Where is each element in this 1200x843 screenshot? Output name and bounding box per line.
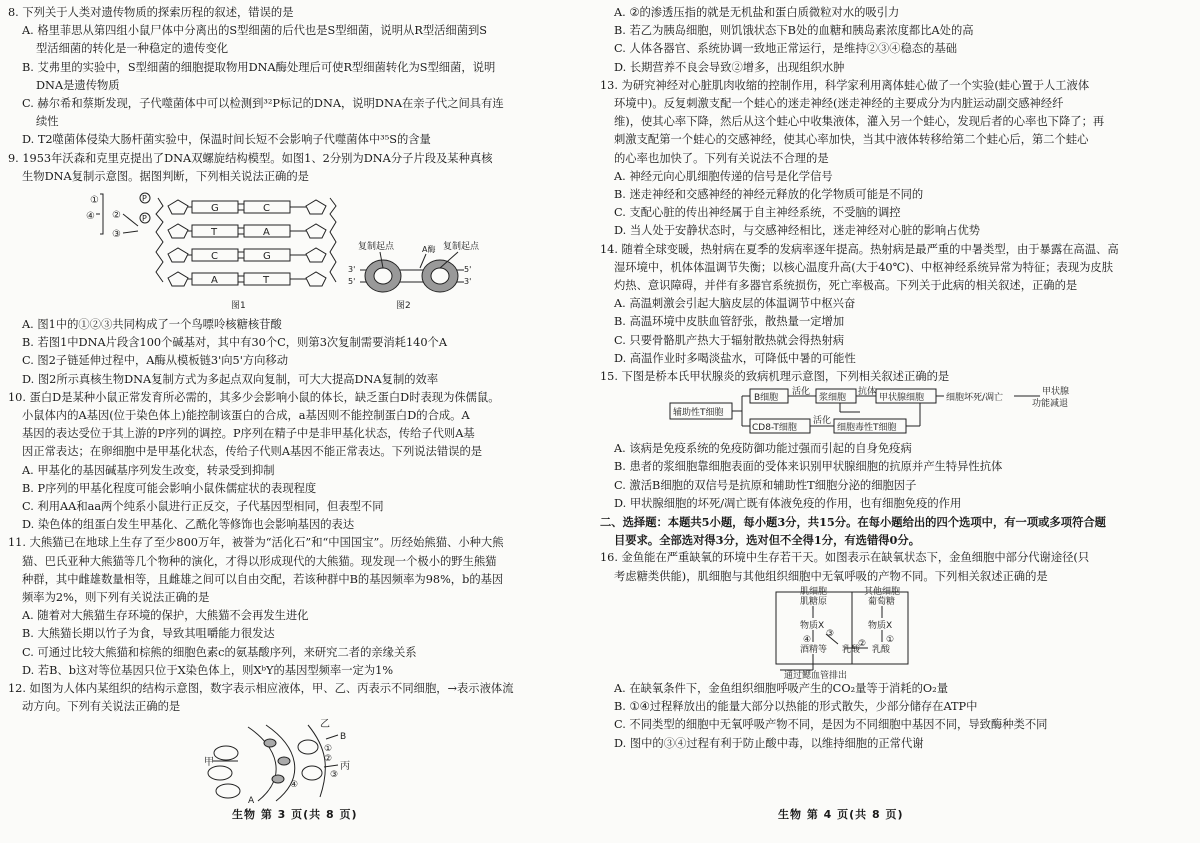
figure-2-caption: 图2	[396, 301, 411, 312]
option-a: A. 格里菲思从第四组小鼠尸体中分离出的S型细菌的后代也是S型细菌，说明从R型活细菌到S	[22, 24, 488, 38]
hashimoto-flowchart	[600, 386, 1192, 440]
question-13	[600, 77, 1192, 241]
question-stem: 12. 如图为人体内某组织的结构示意图，数字表示相应液体，甲、乙、丙表示不同细胞，→表示液体流	[8, 682, 514, 696]
muscle-cell-label: 肌细胞	[800, 586, 828, 597]
question-12	[8, 680, 586, 804]
base-right-4: T	[263, 275, 270, 287]
question-15	[600, 368, 1192, 513]
question-12-options	[600, 4, 1192, 77]
glucose-label: 葡萄糖	[868, 596, 896, 607]
fluid-4-label: ④	[290, 779, 299, 790]
question-16	[600, 549, 1192, 752]
base-left-3: C	[211, 251, 218, 263]
option-c: C. 可通过比较大熊猫和棕熊的细胞色素c的氨基酸序列，来研究二者的亲缘关系	[22, 645, 417, 659]
option-d: D. 甲状腺细胞的坏死/凋亡既有体液免疫的作用，也有细胞免疫的作用	[614, 496, 962, 510]
process-2-label: ②	[858, 638, 867, 649]
question-stem-cont: 因正常表达；在卵细胞中是甲基化状态，传给子代则A基因不能正常表达。下列说法错误的是	[22, 445, 483, 459]
figure-1-caption: 图1	[231, 301, 246, 312]
necrosis-label: 细胞坏死/凋亡	[946, 393, 1004, 404]
other-cell-label: 其他细胞	[864, 586, 901, 597]
option-b: B. ①④过程释放出的能量大部分以热能的形式散失，少部分储存在ATP中	[614, 700, 978, 714]
question-stem-cont: 湿环境中，机体体温调节失衡；以核心温度升高(大于40℃)、中枢神经系统异常为特征；表现为皮肤	[614, 260, 1114, 274]
right-page	[600, 0, 1192, 753]
page-footer-right: 生物 第 4 页(共 8 页)	[778, 808, 904, 821]
question-stem-cont: 维)，使其心率下降，然后从这个蛙心中收集液体，灌入另一个蛙心，发现后者的心率也下降了；再	[614, 115, 1105, 129]
point-b-label: B	[340, 731, 347, 742]
point-a-label: A	[248, 795, 255, 805]
question-stem: 10. 蛋白D是某种小鼠正常发育所必需的，其多少会影响小鼠的体长，缺乏蛋白D时表现为侏儒鼠。	[8, 390, 500, 404]
option-a: A. 图1中的①②③共同构成了一个鸟嘌呤核糖核苷酸	[22, 318, 282, 332]
tissue-figure	[8, 717, 568, 805]
option-a: A. ②的渗透压指的就是无机盐和蛋白质微粒对水的吸引力	[614, 6, 900, 19]
figure-2-replication	[348, 240, 480, 311]
question-stem-cont: 基因的表达受位于其上游的P序列的调控。P序列在精子中是非甲基化状态，传给子代则A基	[22, 427, 475, 441]
end-5-right: 5'	[464, 265, 472, 275]
option-c: C. 激活B细胞的双信号是抗原和辅助性T细胞分泌的细胞因子	[614, 478, 917, 492]
option-d: D. 高温作业时多喝淡盐水，可降低中暑的可能性	[614, 351, 856, 365]
origin-left-label: 复制起点	[358, 242, 395, 253]
process-3-label: ③	[826, 628, 835, 639]
option-a: A. 甲基化的基因碱基序列发生改变，转录受到抑制	[22, 463, 275, 477]
option-a-cont: 型活细菌的转化是一种稳定的遗传变化	[36, 42, 229, 56]
option-a: A. 神经元向心肌细胞传递的信号是化学信号	[614, 169, 833, 183]
question-11	[8, 534, 586, 680]
option-d: D. 若B、b这对等位基因只位于X染色体上，则XᵇY的基因型频率一定为1%	[22, 663, 394, 677]
process-1-label: ①	[886, 634, 895, 645]
option-d: D. 当人处于安静状态时，与交感神经相比，迷走神经对心脏的影响占优势	[614, 224, 981, 238]
label-3: ③	[112, 229, 121, 241]
cell-jia-label: 甲	[204, 756, 214, 768]
option-b: B. 大熊猫长期以竹子为食，导致其咀嚼能力很发达	[22, 627, 275, 641]
b-cell: B细胞	[754, 393, 779, 404]
option-b: B. 迷走神经和交感神经的神经元释放的化学物质可能是不同的	[614, 188, 924, 202]
option-b: B. 患者的浆细胞靠细胞表面的受体来识别甲状腺细胞的抗原并产生特异性抗体	[614, 460, 1003, 474]
activate-label-1: 活化	[792, 387, 811, 398]
cytotoxic-t-cell: 细胞毒性T细胞	[837, 423, 897, 434]
substance-x-right: 物质X	[868, 620, 893, 631]
question-14	[600, 241, 1192, 368]
result-label-2: 功能减退	[1032, 399, 1069, 410]
base-left-2: T	[211, 227, 218, 239]
question-stem-cont: 动方向。下列有关说法正确的是	[22, 700, 181, 714]
question-stem: 16. 金鱼能在严重缺氧的环境中生存若干天。如图表示在缺氧状态下，金鱼细胞中部分代谢途径(只	[600, 551, 1090, 565]
process-4-label: ④	[803, 634, 812, 645]
option-b: B. P序列的甲基化程度可能会影响小鼠侏儒症状的表现程度	[22, 481, 317, 495]
question-10	[8, 389, 586, 535]
question-stem: 11. 大熊猫已在地球上生存了至少800万年，被誉为“活化石”和“中国国宝”。历经始熊猫、小种大熊	[8, 536, 504, 550]
label-4: ④	[86, 211, 95, 223]
fluid-3-label: ③	[330, 769, 339, 780]
end-3-left: 3'	[348, 265, 356, 275]
question-stem: 13. 为研究神经对心脏肌肉收缩的控制作用，科学家利用离体蛙心做了一个实验(蛙心置于人工液体	[600, 78, 1090, 92]
cd8-t-cell: CD8-T细胞	[752, 423, 797, 434]
option-c-cont: 续性	[36, 115, 59, 129]
option-d: D. 图2所示真核生物DNA复制方式为多起点双向复制，可大大提高DNA复制的效率	[22, 372, 439, 386]
end-3-right: 3'	[464, 277, 472, 287]
section-line-2: 目要求。全部选对得3分，选对但不全得1分，有选错得0分。	[614, 533, 921, 548]
option-c: C. 不同类型的细胞中无氧呼吸产物不同，是因为不同细胞中基因不同，导致酶种类不同	[614, 718, 1048, 732]
alcohol-label: 酒精等	[800, 644, 828, 655]
option-b-cont: DNA是遗传物质	[36, 78, 120, 92]
base-right-3: G	[263, 251, 271, 263]
question-stem-cont: 的心率也加快了。下列有关说法不合理的是	[614, 151, 829, 165]
lactic-acid-left: 乳酸	[842, 644, 861, 655]
activate-label-2: 活化	[813, 416, 832, 427]
figure-1-dna-fragment	[86, 193, 336, 311]
section-line-1: 二、选择题：本题共5小题，每小题3分，共15分。在每小题给出的四个选项中，有一项或多项符合题	[600, 515, 1106, 530]
lactic-acid-right: 乳酸	[872, 644, 891, 655]
option-c: C. 赫尔希和蔡斯发现，子代噬菌体中可以检测到³²P标记的DNA，说明DNA在亲子代之间具有连	[22, 97, 504, 111]
option-d: D. T2噬菌体侵染大肠杆菌实验中，保温时间长短不会影响子代噬菌体中³⁵S的含量	[22, 133, 431, 147]
helper-t-cell: 辅助性T细胞	[673, 408, 724, 419]
option-c: C. 只要骨骼肌产热大于辐射散热就会得热射病	[614, 333, 845, 347]
left-page	[0, 0, 586, 805]
origin-right-label: 复制起点	[443, 242, 480, 253]
phosphate-1: P	[142, 194, 147, 204]
question-stem-cont: 小鼠体内的A基因(位于染色体上)能控制该蛋白的合成，a基因则不能控制蛋白D的合成。A	[22, 409, 470, 423]
question-stem: 9. 1953年沃森和克里克提出了DNA双螺旋结构模型。如图1、2分别为DNA分子片段及某种真核	[8, 151, 493, 165]
option-c: C. 人体各器官、系统协调一致地正常运行，是维持②③④稳态的基础	[614, 42, 958, 56]
base-right-1: C	[263, 203, 270, 215]
question-stem-cont: 灼热、意识障碍，并伴有多器官系统损伤，死亡率极高。下列关于此病的相关叙述，正确的是	[614, 279, 1078, 293]
option-d: D. 图中的③④过程有利于防止酸中毒，以维持细胞的正常代谢	[614, 736, 924, 750]
enzyme-label: A酶	[422, 245, 436, 255]
result-label-1: 甲状腺	[1042, 387, 1070, 398]
question-stem-cont: 生物DNA复制示意图。据图判断，下列相关说法正确的是	[22, 169, 309, 183]
thyroid-cell: 甲状腺细胞	[879, 393, 925, 404]
cell-bing-label: 丙	[340, 760, 350, 772]
question-stem: 14. 随着全球变暖，热射病在夏季的发病率逐年提高。热射病是最严重的中暑类型，由于暴露在高温、高	[600, 242, 1119, 256]
option-c: C. 利用AA和aa两个纯系小鼠进行正反交，子代基因型相同，但表型不同	[22, 500, 384, 514]
question-stem-cont: 种群，其中雌雄数量相等，且雌雄之间可以自由交配，若该种群中B的基因频率为98%，b的基因	[22, 572, 504, 586]
base-left-4: A	[211, 275, 218, 287]
cell-yi-label: 乙	[320, 718, 330, 730]
dna-figures	[8, 186, 568, 316]
question-9	[8, 150, 586, 389]
phosphate-2: P	[142, 214, 147, 224]
base-right-2: A	[263, 227, 270, 239]
question-stem-cont: 刺激支配第一个蛙心的交感神经，使其心率加快，当其中液体转移给第二个蛙心后，第二个蛙心	[614, 133, 1089, 147]
option-b: B. 高温环境中皮肤血管舒张，散热量一定增加	[614, 315, 845, 329]
antibody-label: 抗体	[858, 387, 877, 398]
page-footer-left: 生物 第 3 页(共 8 页)	[232, 808, 358, 821]
fluid-1-label: ①	[324, 743, 333, 754]
glycogen-label: 肌糖原	[800, 596, 828, 607]
question-stem-cont: 考虑糖类供能)，肌细胞与其他组织细胞中无氧呼吸的产物不同。下列相关叙述正确的是	[614, 569, 1048, 583]
end-5-left: 5'	[348, 277, 356, 287]
plasma-cell: 浆细胞	[819, 393, 847, 404]
option-d: D. 染色体的组蛋白发生甲基化、乙酰化等修饰也会影响基因的表达	[22, 518, 355, 532]
option-a: A. 该病是免疫系统的免疫防御功能过强而引起的自身免疫病	[614, 442, 912, 456]
option-c: C. 支配心脏的传出神经属于自主神经系统，不受脑的调控	[614, 206, 901, 220]
question-8	[8, 4, 586, 150]
goldfish-metabolism-figure	[600, 586, 1192, 680]
question-stem: 8. 下列关于人类对遗传物质的探索历程的叙述，错误的是	[8, 6, 294, 19]
option-a: A. 随着对大熊猫生存环境的保护，大熊猫不会再发生进化	[22, 609, 309, 623]
excrete-label: 通过鳃血管排出	[784, 670, 848, 680]
option-b: B. 艾弗里的实验中，S型细菌的细胞提取物用DNA酶处理后可使R型细菌转化为S型细菌，说明	[22, 60, 496, 74]
label-2: ②	[112, 210, 121, 222]
question-stem-cont: 环境中)。反复刺激支配一个蛙心的迷走神经(迷走神经的主要成分为内脏运动副交感神经纤	[614, 97, 1064, 111]
base-left-1: G	[211, 203, 219, 215]
question-stem-cont: 频率为2%，则下列有关说法正确的是	[22, 591, 210, 605]
option-a: A. 在缺氧条件下，金鱼组织细胞呼吸产生的CO₂量等于消耗的O₂量	[614, 681, 948, 695]
option-d: D. 长期营养不良会导致②增多，出现组织水肿	[614, 60, 845, 74]
question-stem-cont: 猫、巴氏亚种大熊猫等几个物种的演化，才得以形成现代的大熊猫。现发现一个极小的野生熊猫	[22, 554, 497, 568]
option-b: B. 若图1中DNA片段含100个碱基对，其中有30个C，则第3次复制需要消耗140个A	[22, 336, 447, 350]
option-c: C. 图2子链延伸过程中，A酶从模板链3'向5'方向移动	[22, 354, 288, 368]
question-stem: 15. 下图是桥本氏甲状腺炎的致病机理示意图，下列相关叙述正确的是	[600, 370, 950, 384]
fluid-2-label: ②	[324, 753, 333, 764]
option-b: B. 若乙为胰岛细胞，则饥饿状态下B处的血糖和胰岛素浓度都比A处的高	[614, 24, 974, 38]
option-a: A. 高温刺激会引起大脑皮层的体温调节中枢兴奋	[614, 297, 856, 311]
section-2-header	[600, 513, 1192, 549]
label-1: ①	[90, 195, 99, 207]
substance-x-left: 物质X	[800, 620, 825, 631]
